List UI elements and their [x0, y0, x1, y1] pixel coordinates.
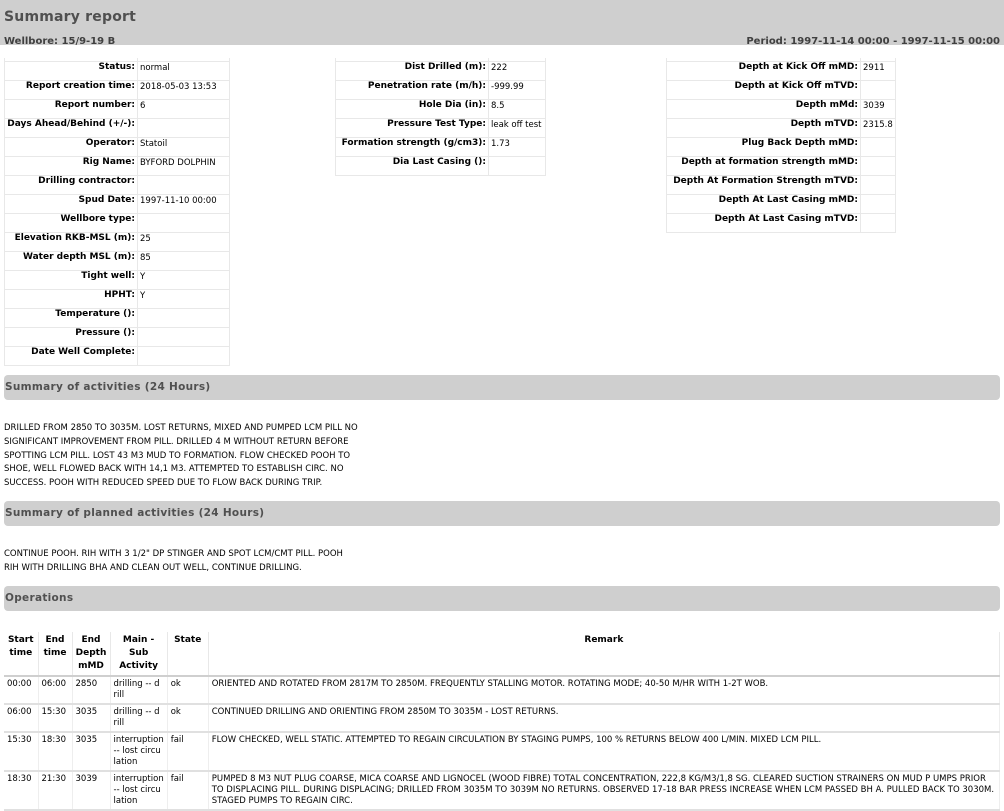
cell-end: 06:00 [38, 676, 72, 704]
info-label: HPHT: [5, 290, 138, 309]
cell-remark: PUMPED 8 M3 NUT PLUG COARSE, MICA COARSE AND LIGNOCEL (WOOD FIBRE) TOTAL CONCENTRATION, 222,8 KG/M3/1,8 SG. CLEARED SUCTION STRAINERS ON MUD P UMPS PRIOR TO DISPLACING PILL. DURING DISPLACING; DRILLED FROM 3035M TO 3039M NO RETURNS. OBSERVED 17-18 BAR PRESS INCREASE WHEN LCM PASSED BH A. PULLED BACK TO 3030M. STAGED PUMPS TO REGAIN CIRC. [208, 771, 999, 810]
info-row [5, 157, 230, 176]
info-label: Depth at Kick Off mMD: [667, 62, 861, 81]
drilling-info-table [335, 58, 546, 176]
info-value [138, 214, 230, 233]
info-value: Statoil [138, 138, 230, 157]
info-value [861, 81, 896, 100]
info-value: BYFORD DOLPHIN [138, 157, 230, 176]
info-label: Water depth MSL (m): [5, 252, 138, 271]
info-row [336, 62, 546, 81]
info-label: Depth At Formation Strength mTVD: [667, 176, 861, 195]
cell-remark: CONTINUED DRILLING AND ORIENTING FROM 2850M TO 3035M - LOST RETURNS. [208, 704, 999, 732]
info-row [5, 347, 230, 366]
info-value [138, 119, 230, 138]
info-row [336, 138, 546, 157]
info-row [5, 271, 230, 290]
cell-depth: 3035 [72, 704, 110, 732]
cell-depth: 3039 [72, 771, 110, 810]
info-value: 1.73 [489, 138, 546, 157]
info-label: Depth mTVD: [667, 119, 861, 138]
planned-section-title: Summary of planned activities (24 Hours) [5, 507, 265, 519]
info-label: Rig Name: [5, 157, 138, 176]
cell-activity: interruption -- lost circu lation [110, 771, 167, 810]
info-label: Elevation RKB-MSL (m): [5, 233, 138, 252]
info-value [138, 347, 230, 366]
info-value [861, 214, 896, 233]
info-label: Penetration rate (m/h): [336, 81, 489, 100]
info-label: Depth mMd: [667, 100, 861, 119]
info-label: Report creation time: [5, 81, 138, 100]
info-row [5, 62, 230, 81]
info-row [5, 309, 230, 328]
info-value: normal [138, 62, 230, 81]
cell-end: 18:30 [38, 732, 72, 771]
info-row [5, 81, 230, 100]
info-label: Temperature (): [5, 309, 138, 328]
info-row [336, 119, 546, 138]
info-label: Days Ahead/Behind (+/-): [5, 119, 138, 138]
operations-section-header [4, 586, 1000, 611]
info-label: Plug Back Depth mMD: [667, 138, 861, 157]
info-label: Hole Dia (in): [336, 100, 489, 119]
info-label: Depth At Last Casing mMD: [667, 195, 861, 214]
info-row [5, 119, 230, 138]
cell-start: 18:30 [4, 771, 38, 810]
well-info-table [4, 58, 230, 366]
wellbore-label: Wellbore: 15/9-19 B [4, 36, 116, 47]
cell-depth: 3035 [72, 732, 110, 771]
info-row [667, 157, 896, 176]
report-title: Summary report [4, 9, 137, 25]
info-row [336, 157, 546, 176]
table-row [4, 771, 1000, 810]
info-label: Pressure Test Type: [336, 119, 489, 138]
cell-start: 06:00 [4, 704, 38, 732]
info-label: Report number: [5, 100, 138, 119]
info-row [667, 195, 896, 214]
info-value [138, 328, 230, 347]
activities-section-header [4, 375, 1000, 400]
cell-end: 15:30 [38, 704, 72, 732]
info-row [667, 176, 896, 195]
info-value [861, 195, 896, 214]
info-value: 2315.8 [861, 119, 896, 138]
info-row [5, 290, 230, 309]
info-row [5, 252, 230, 271]
info-row [5, 328, 230, 347]
info-label: Dist Drilled (m): [336, 62, 489, 81]
info-value: Y [138, 290, 230, 309]
info-value: 2911 [861, 62, 896, 81]
col-end-depth: End Depth mMD [72, 632, 110, 676]
col-end-time: End time [38, 632, 72, 676]
cell-remark: ORIENTED AND ROTATED FROM 2817M TO 2850M. FREQUENTLY STALLING MOTOR. ROTATING MODE; 40-50 M/HR WITH 1-2T WOB. [208, 676, 999, 704]
info-label: Operator: [5, 138, 138, 157]
cell-start: 00:00 [4, 676, 38, 704]
info-label: Depth at formation strength mMD: [667, 157, 861, 176]
info-value: 1997-11-10 00:00 [138, 195, 230, 214]
info-value: 3039 [861, 100, 896, 119]
activities-summary-text: DRILLED FROM 2850 TO 3035M. LOST RETURNS, MIXED AND PUMPED LCM PILL NO SIGNIFICANT IMPROVEMENT FROM PILL. DRILLED 4 M WITHOUT RETURN BEFORE SPOTTING LCM PILL. LOST 43 M3 MUD TO FORMATION. FLOW CHECKED POOH TO SHOE, WELL FLOWED BACK WITH 14,1 M3. ATTEMPTED TO ESTABLISH CIRC. NO SUCCESS. POOH WITH REDUCED SPEED DUE TO FLOW BACK DURING TRIP. [4, 423, 358, 489]
info-value [861, 138, 896, 157]
operations-section-title: Operations [5, 592, 74, 604]
table-row [4, 732, 1000, 771]
info-value: 8.5 [489, 100, 546, 119]
info-value [138, 176, 230, 195]
info-value [861, 157, 896, 176]
depth-info-table [666, 58, 896, 233]
operations-table [4, 632, 1000, 811]
col-activity: Main - Sub Activity [110, 632, 167, 676]
info-row [5, 138, 230, 157]
info-row [667, 62, 896, 81]
info-value: leak off test [489, 119, 546, 138]
info-value: 85 [138, 252, 230, 271]
info-value: 25 [138, 233, 230, 252]
info-label: Dia Last Casing (): [336, 157, 489, 176]
cell-activity: drilling -- d rill [110, 676, 167, 704]
col-remark: Remark [208, 632, 999, 676]
col-start-time: Start time [4, 632, 38, 676]
info-row [667, 119, 896, 138]
info-value: 222 [489, 62, 546, 81]
cell-state: fail [167, 732, 208, 771]
info-row [667, 81, 896, 100]
info-row [667, 100, 896, 119]
info-label: Date Well Complete: [5, 347, 138, 366]
planned-summary-text: CONTINUE POOH. RIH WITH 3 1/2" DP STINGER AND SPOT LCM/CMT PILL. POOH RIH WITH DRILLING BHA AND CLEAN OUT WELL, CONTINUE DRILLING. [4, 549, 343, 573]
cell-state: ok [167, 676, 208, 704]
info-label: Status: [5, 62, 138, 81]
period-label: Period: 1997-11-14 00:00 - 1997-11-15 00:00 [746, 36, 1000, 47]
cell-activity: drilling -- d rill [110, 704, 167, 732]
info-label: Depth At Last Casing mTVD: [667, 214, 861, 233]
cell-end: 21:30 [38, 771, 72, 810]
info-value [489, 157, 546, 176]
cell-activity: interruption -- lost circu lation [110, 732, 167, 771]
cell-state: ok [167, 704, 208, 732]
operations-header-row [4, 632, 1000, 676]
cell-start: 15:30 [4, 732, 38, 771]
cell-depth: 2850 [72, 676, 110, 704]
info-label: Tight well: [5, 271, 138, 290]
info-label: Depth at Kick Off mTVD: [667, 81, 861, 100]
info-label: Pressure (): [5, 328, 138, 347]
cell-remark: FLOW CHECKED, WELL STATIC. ATTEMPTED TO REGAIN CIRCULATION BY STAGING PUMPS, 100 % RETURNS BELOW 400 L/MIN. MIXED LCM PILL. [208, 732, 999, 771]
info-value: -999.99 [489, 81, 546, 100]
info-row [5, 195, 230, 214]
info-row [667, 214, 896, 233]
table-row [4, 676, 1000, 704]
planned-section-header [4, 501, 1000, 526]
info-label: Spud Date: [5, 195, 138, 214]
info-label: Wellbore type: [5, 214, 138, 233]
info-label: Formation strength (g/cm3): [336, 138, 489, 157]
table-row [4, 704, 1000, 732]
info-value: 2018-05-03 13:53 [138, 81, 230, 100]
info-value: 6 [138, 100, 230, 119]
report-header [0, 0, 1004, 45]
col-state: State [167, 632, 208, 676]
info-row [5, 233, 230, 252]
activities-section-title: Summary of activities (24 Hours) [5, 381, 211, 393]
info-value [861, 176, 896, 195]
info-row [5, 176, 230, 195]
info-value [138, 309, 230, 328]
info-label: Drilling contractor: [5, 176, 138, 195]
info-row [336, 81, 546, 100]
cell-state: fail [167, 771, 208, 810]
info-row [667, 138, 896, 157]
info-row [5, 214, 230, 233]
info-row [336, 100, 546, 119]
info-value: Y [138, 271, 230, 290]
info-row [5, 100, 230, 119]
